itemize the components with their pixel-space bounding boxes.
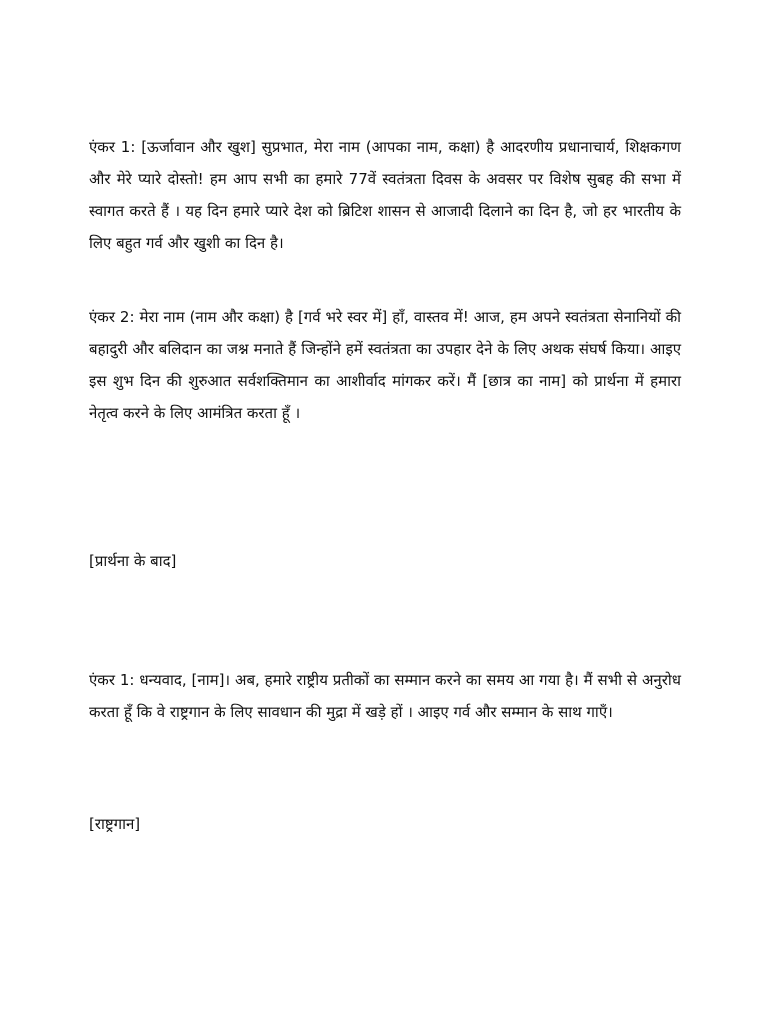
stage-direction-after-prayer: [प्रार्थना के बाद]: [89, 552, 177, 570]
paragraph-anchor1-anthem: एंकर 1: धन्यवाद, [नाम]। अब, हमारे राष्ट्रीय प्रतीकों का सम्मान करने का समय आ गया है। मैं सभी से अनुरोध करता हूँ कि वे राष्ट्रगान के लिए सावधान की मुद्रा में खड़े हों । आइए गर्व और सम्मान के साथ गाएँ।: [89, 671, 681, 721]
paragraph-anchor1-intro: एंकर 1: [ऊर्जावान और खुश] सुप्रभात, मेरा नाम (आपका नाम, कक्षा) है आदरणीय प्रधानाचार्य, शिक्षकगण और मेरे प्यारे दोस्तो! हम आप सभी का हमारे 77वें स्वतंत्रता दिवस के अवसर पर विशेष सुबह की सभा में स्वागत करते हैं । यह दिन हमारे प्यारे देश को ब्रिटिश शासन से आजादी दिलाने का दिन है, जो हर भारतीय के लिए बहुत गर्व और खुशी का दिन है।: [89, 138, 681, 252]
paragraph-anchor2-intro: एंकर 2: मेरा नाम (नाम और कक्षा) है [गर्व भरे स्वर में] हाँ, वास्तव में! आज, हम अपने स्वतंत्रता सेनानियों की बहादुरी और बलिदान का जश्न मनाते हैं जिन्होंने हमें स्वतंत्रता का उपहार देने के लिए अथक संघर्ष किया। आइए इस शुभ दिन की शुरुआत सर्वशक्तिमान का आशीर्वाद मांगकर करें। मैं [छात्र का नाम] को प्रार्थना में हमारा नेतृत्व करने के लिए आमंत्रित करता हूँ ।: [89, 308, 681, 422]
stage-direction-anthem: [राष्ट्रगान]: [89, 815, 141, 833]
